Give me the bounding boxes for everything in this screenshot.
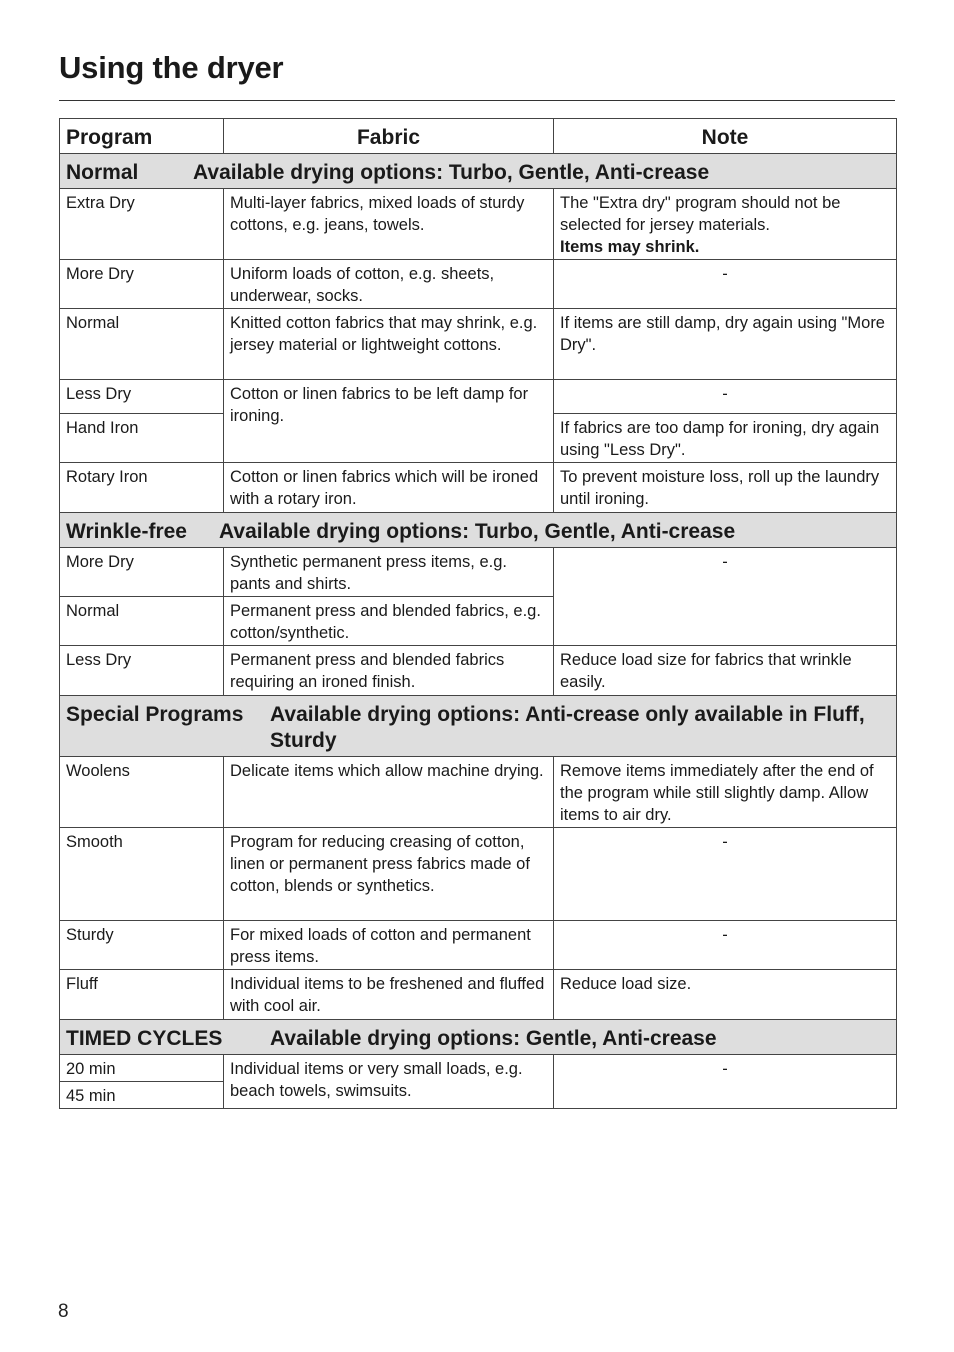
header-note: Note — [554, 119, 897, 154]
section-options: Available drying options: Anti-crease only available in Fluff, Sturdy — [270, 703, 865, 752]
title-divider — [59, 100, 895, 101]
fabric-cell: Multi-layer fabrics, mixed loads of sturdy cottons, e.g. jeans, towels. — [224, 189, 554, 260]
table-row — [60, 260, 897, 309]
program-name: Smooth — [60, 828, 224, 921]
fabric-cell: Permanent press and blended fabrics, e.g. cotton/synthetic. — [224, 597, 554, 646]
section-header-layout — [66, 1026, 890, 1052]
note-cell: - — [554, 921, 897, 970]
table-row — [60, 380, 897, 414]
table-row — [60, 1055, 897, 1082]
note-cell: Reduce load size for fabrics that wrinkle easily. — [554, 646, 897, 696]
fabric-cell: Uniform loads of cotton, e.g. sheets, underwear, socks. — [224, 260, 554, 309]
fabric-cell: Cotton or linen fabrics to be left damp for ironing. — [224, 380, 554, 463]
program-name: Extra Dry — [60, 189, 224, 260]
program-name: Normal — [60, 309, 224, 380]
program-name: Hand Iron — [60, 414, 224, 463]
section-header-wrinkle-free — [60, 513, 897, 548]
note-cell: - — [554, 380, 897, 414]
program-name: Fluff — [60, 970, 224, 1020]
section-header-special-programs — [60, 696, 897, 757]
program-name: More Dry — [60, 548, 224, 597]
section-header-normal — [60, 154, 897, 189]
note-cell: - — [554, 548, 897, 646]
section-header-timed-cycles — [60, 1020, 897, 1055]
note-cell: Reduce load size. — [554, 970, 897, 1020]
program-name: Normal — [60, 597, 224, 646]
section-name: Special Programs — [66, 703, 244, 726]
fabric-cell: Knitted cotton fabrics that may shrink, e.g. jersey material or lightweight cottons. — [224, 309, 554, 380]
table-row — [60, 921, 897, 970]
table-row — [60, 646, 897, 696]
table-header-row — [60, 119, 897, 154]
program-name: Sturdy — [60, 921, 224, 970]
note-cell: If fabrics are too damp for ironing, dry again using "Less Dry". — [554, 414, 897, 463]
note-cell: - — [554, 260, 897, 309]
table-row — [60, 828, 897, 921]
note-cell: To prevent moisture loss, roll up the laundry until ironing. — [554, 463, 897, 513]
fabric-cell: Permanent press and blended fabrics requiring an ironed finish. — [224, 646, 554, 696]
note-cell: - — [554, 828, 897, 921]
fabric-cell: Delicate items which allow machine drying. — [224, 757, 554, 828]
program-name: Woolens — [60, 757, 224, 828]
header-program: Program — [60, 119, 224, 154]
note-cell — [554, 189, 897, 260]
header-fabric: Fabric — [224, 119, 554, 154]
section-name: Wrinkle-free — [66, 520, 187, 543]
note-cell: - — [554, 1055, 897, 1109]
table-row — [60, 463, 897, 513]
section-options: Available drying options: Gentle, Anti-crease — [270, 1027, 717, 1050]
program-name: Rotary Iron — [60, 463, 224, 513]
fabric-cell: Individual items or very small loads, e.g. beach towels, swimsuits. — [224, 1055, 554, 1109]
page-number: 8 — [58, 1301, 69, 1322]
fabric-cell: Synthetic permanent press items, e.g. pants and shirts. — [224, 548, 554, 597]
note-cell: Remove items immediately after the end of the program while still slightly damp. Allow items to air dry. — [554, 757, 897, 828]
table-row — [60, 189, 897, 260]
drying-programs-table — [59, 118, 897, 1109]
table-row — [60, 548, 897, 597]
section-options: Available drying options: Turbo, Gentle, Anti-crease — [219, 520, 736, 543]
fabric-cell: Cotton or linen fabrics which will be ironed with a rotary iron. — [224, 463, 554, 513]
table-row — [60, 757, 897, 828]
page-title: Using the dryer — [59, 50, 284, 85]
fabric-cell: Program for reducing creasing of cotton, linen or permanent press fabrics made of cotton, blends or synthetics. — [224, 828, 554, 921]
program-name: Less Dry — [60, 380, 224, 414]
note-text: The "Extra dry" program should not be selected for jersey materials. — [560, 194, 841, 234]
fabric-cell: Individual items to be freshened and fluffed with cool air. — [224, 970, 554, 1020]
program-name: Less Dry — [60, 646, 224, 696]
program-name: 20 min — [60, 1055, 224, 1082]
section-options: Available drying options: Turbo, Gentle, Anti-crease — [193, 161, 710, 184]
section-header-layout — [66, 702, 890, 754]
program-name: 45 min — [60, 1082, 224, 1109]
program-name: More Dry — [60, 260, 224, 309]
note-warning: Items may shrink. — [560, 238, 700, 256]
note-cell: If items are still damp, dry again using "More Dry". — [554, 309, 897, 380]
table-row — [60, 309, 897, 380]
section-name: Normal — [66, 161, 139, 184]
section-name: TIMED CYCLES — [66, 1027, 223, 1050]
fabric-cell: For mixed loads of cotton and permanent press items. — [224, 921, 554, 970]
table-row — [60, 970, 897, 1020]
